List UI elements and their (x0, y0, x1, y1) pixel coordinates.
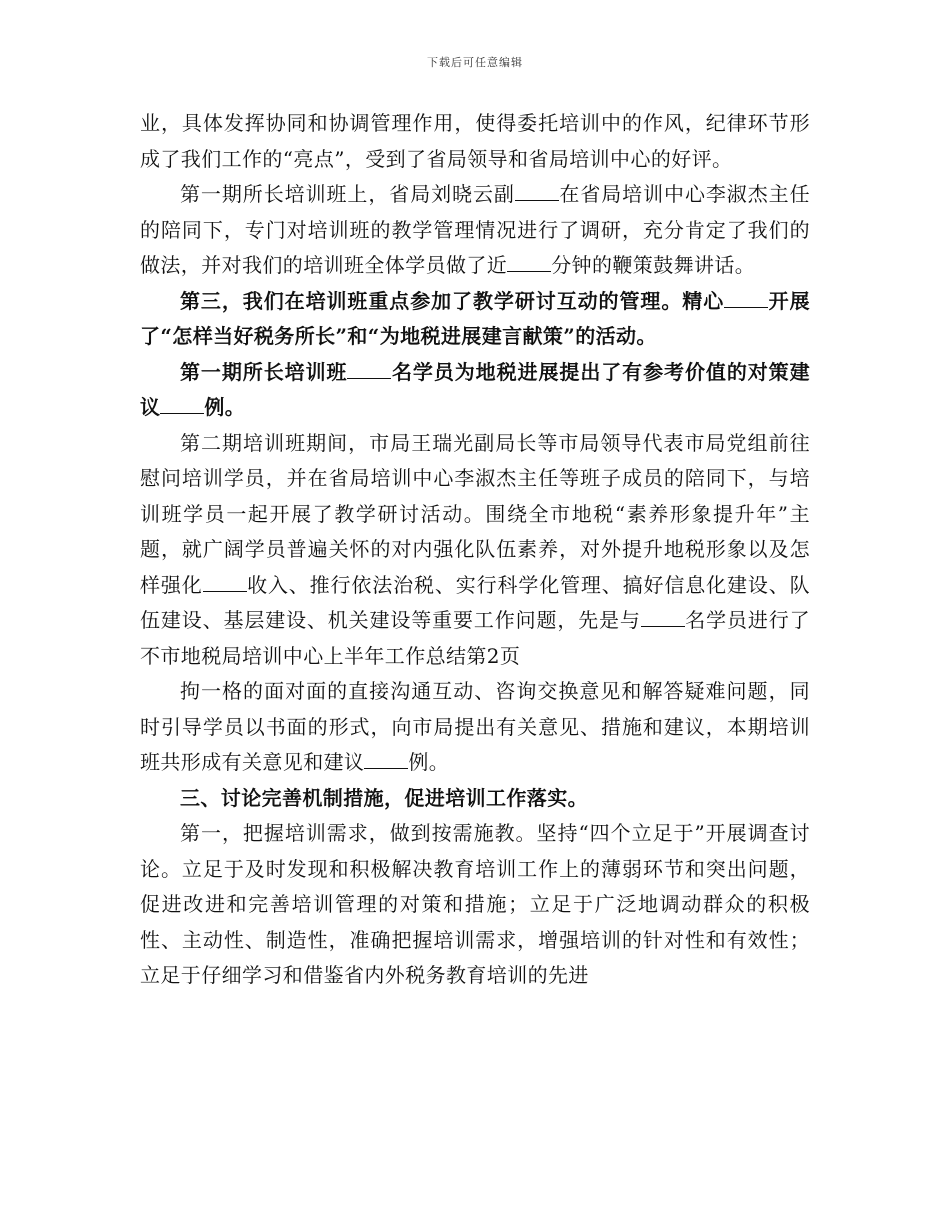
page-header: 下载后可任意编辑 (427, 56, 523, 69)
bold-paragraph (140, 355, 810, 426)
paragraph-text: 第一期所长培训班 (180, 359, 348, 384)
bold-paragraph (140, 284, 810, 355)
paragraph (140, 426, 810, 675)
paragraph-text: 开展了“怎样当好税务所长”和“为地税进展建言献策”的活动。 (140, 288, 810, 348)
paragraph-text: 在省局培训中心李淑杰主任的陪同下，专门对培训班的教学管理情况进行了调研，充分肯定了我们的做法，并对我们的培训班全体学员做了近 (140, 182, 810, 277)
paragraph (140, 177, 810, 284)
paragraph-text: 第三，我们在培训班重点参加了教学研讨互动的管理。精心 (180, 288, 725, 313)
fill-blank (641, 608, 685, 627)
paragraph (140, 816, 810, 994)
fill-blank (724, 289, 768, 308)
paragraph-text: 第一期所长培训班上，省局刘晓云副 (180, 182, 515, 206)
fill-blank (507, 253, 551, 272)
document-body (140, 106, 810, 994)
fill-blank (364, 750, 408, 769)
fill-blank (515, 182, 559, 201)
paragraph (140, 106, 810, 177)
paragraph (140, 674, 810, 781)
fill-blank (203, 573, 247, 592)
fill-blank (347, 360, 391, 379)
paragraph-text: 第二期培训班期间，市局王瑞光副局长等市局领导代表市局党组前往慰问培训学员，并在省局培训中心李淑杰主任等班子成员的陪同下，与培训班学员一起开展了教学研讨活动。围绕全市地税“素养形象提升年”主题，就广阔学员普遍关怀的对内强化队伍素养，对外提升地税形象以及怎样强化 (140, 430, 810, 597)
paragraph-text: 第一，把握培训需求，做到按需施教。坚持“四个立足于”开展调查讨论。立足于及时发现和积极解决教育培训工作上的薄弱环节和突出问题，促进改进和完善培训管理的对策和措施；立足于广泛地调动群众的积极性、主动性、制造性，准确把握培训需求，增强培训的针对性和有效性；立足于仔细学习和借鉴省内外税务教育培训的先进 (140, 821, 810, 987)
paragraph-text: 例。 (408, 750, 450, 774)
paragraph-text: 名学员为地税进展提出了有参考价值的对策建议 (140, 359, 811, 419)
section-heading-text: 三、讨论完善机制措施，促进培训工作落实。 (180, 785, 588, 810)
paragraph-text: 拘一格的面对面的直接沟通互动、咨询交换意见和解答疑难问题，同时引导学员以书面的形式，向市局提出有关意见、措施和建议，本期培训班共形成有关意见和建议 (140, 679, 810, 774)
paragraph-text: 例。 (204, 395, 246, 419)
paragraph-text: 业，具体发挥协同和协调管理作用，使得委托培训中的作风，纪律环节形成了我们工作的“亮点”，受到了省局领导和省局培训中心的好评。 (140, 111, 810, 171)
section-heading (140, 781, 810, 817)
fill-blank (160, 395, 204, 414)
paragraph-text: 收入、推行依法治税、实行科学化管理、搞好信息化建设、队伍建设、基层建设、机关建设等重要工作问题，先是与 (140, 572, 810, 632)
paragraph-text: 名学员进行了不市地税局培训中心上半年工作总结第2页 (140, 608, 810, 668)
paragraph-text: 分钟的鞭策鼓舞讲话。 (551, 253, 756, 277)
